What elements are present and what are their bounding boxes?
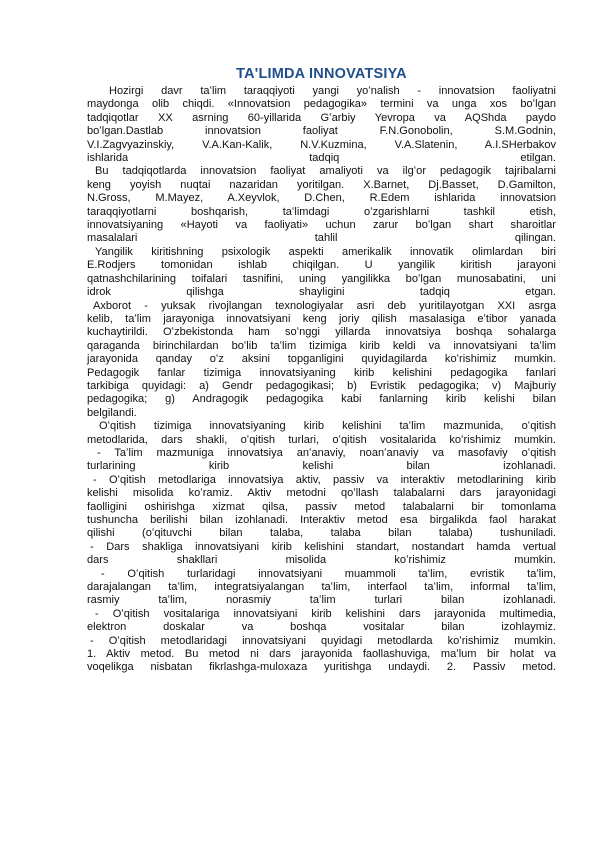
- text-line: tushuncha berilishi bilan izohlanadi. Interaktiv metod esa birgalikda faol harakat: [87, 514, 556, 526]
- text-line: Axborot - yuksak rivojlangan texnologiyalar asri deb yuritilayotgan XXI asrga: [93, 299, 556, 312]
- text-line: Oʻqitish tizimiga innovatsiyaning kirib kelishini taʻlim mazmunida, oʻqitish: [99, 420, 556, 433]
- text-line: kelishi misolida koʻramiz. Aktiv metodni qoʻllash talabalarni dars jarayonidagi: [87, 487, 556, 500]
- text-line: - Oʻqitish vositalariga innovatsiyani kirib kelishini dars jarayonida multimedia,: [95, 607, 556, 620]
- text-line: boʻlgan.Dastlab innovatsion faoliyat F.N.Gonobolin, S.M.Godnin,: [87, 125, 556, 138]
- text-line: turlarining kirib kelishi bilan izohlanadi.: [87, 460, 556, 473]
- text-line: 1. Aktiv metod. Bu metod ni dars jarayonida faollashuviga, maʻlum bir holat va: [87, 648, 556, 661]
- text-line: taraqqiyotlarni boshqarish, taʻlimdagi oʻzgarishlarni tashkil etish,: [87, 205, 556, 218]
- text-line: - Taʻlim mazmuniga innovatsiya anʻanaviy, noanʻanaviy va masofaviy oʻqitish: [97, 446, 556, 459]
- text-line: V.I.Zagvyazinskiy, V.A.Kan-Kalik, N.V.Kuzmina, V.A.Slatenin, A.I.SHerbakov: [87, 138, 556, 151]
- text-line: belgilandi.: [87, 406, 137, 419]
- text-line: jarayonida qanday oʻz aksini topganligini quyidagilarda koʻrishimiz mumkin.: [87, 353, 556, 366]
- text-line: kelib, taʻlim jarayoniga innovatsiyani keng joriy qilish masalasiga eʻtibor yanada: [87, 312, 556, 325]
- text-line: Bu tadqiqotlarda innovatsion faoliyat amaliyoti va ilgʻor pedagogik tajribalarni: [95, 165, 556, 178]
- text-line: elektron doskalar va boshqa vositalar bilan izohlaymiz.: [87, 621, 556, 634]
- text-line: - Oʻqitish metodlariga innovatsiya aktiv, passiv va interaktiv metodlarining kirib: [93, 473, 556, 486]
- text-line: kuchaytirildi. Oʻzbekistonda ham soʻnggi yillarda innovatsiya boshqa sohalarga: [87, 326, 556, 339]
- text-line: innovatsiyaning «Hayoti va faoliyati» uchun zarur boʻlgan shart sharoitlar: [87, 219, 556, 232]
- text-line: Hozirgi davr taʻlim taraqqiyoti yangi yoʻnalish - innovatsion faoliyatni: [109, 85, 556, 97]
- text-line: darajalangan taʻlim, integratsiyalangan taʻlim, interfaol taʻlim, informal taʻlim,: [87, 581, 556, 594]
- text-line: Yangilik kiritishning psixologik aspekti amerikalik innovatik olimlardan biri: [95, 245, 556, 258]
- text-line: - Dars shakliga innovatsiyani kirib kelishini standart, nostandart hamda vertual: [90, 540, 556, 553]
- text-line: qilishi (oʻqituvchi bilan talaba, talaba bilan talaba) tushuniladi.: [87, 527, 556, 540]
- text-line: qaraganda birinchilardan boʻlib taʻlim tizimiga kirib keldi va innovatsiyani taʻlim: [87, 339, 556, 352]
- text-line: metodlarida, dars shakli, oʻqitish turlari, oʻqitish vositalarida koʻrishimiz mumkin.: [87, 433, 556, 446]
- text-line: rasmiy taʻlim, norasmiy taʻlim turlari bilan izohlanadi.: [87, 594, 556, 607]
- text-line: faolligini oshirishga xizmat qilsa, passiv metod talabalarni bir tomonlama: [87, 500, 556, 513]
- text-line: - Oʻqitish turlaridagi innovatsiyani muammoli taʻlim, evristik taʻlim,: [101, 567, 556, 580]
- text-line: ishlarida tadqiq etilgan.: [87, 152, 556, 165]
- text-line: maydonga olib chiqdi. «Innovatsion pedagogika» termini va unga xos boʻlgan: [87, 98, 556, 111]
- text-line: qatnashchilarining toifalari tasnifini, uning yangilikka boʻlgan munosabatini, uni: [87, 272, 556, 285]
- text-line: Pedagogik fanlar tizimiga innovatsiyaning kirib kelishini pedagogika fanlari: [87, 366, 556, 379]
- document-page: [87, 66, 556, 675]
- text-line: tadqiqotlar XX asrning 60-yillarida Gʻarbiy Yevropa va AQShda paydo: [87, 111, 556, 124]
- text-line: masalalari tahlil qilingan.: [87, 232, 556, 245]
- text-line: - Oʻqitish metodlaridagi innovatsiyani quyidagi metodlarda koʻrishimiz mumkin.: [90, 634, 556, 647]
- text-line: voqelikga nisbatan fikrlashga-muloxaza yuritishga undaydi. 2. Passiv metod.: [87, 661, 556, 674]
- text-line: N.Gross, M.Mayez, A.Xeyvlok, D.Chen, R.Edem ishlarida innovatsion: [87, 192, 556, 205]
- document-title: TA'LIMDA INNOVATSIYA: [236, 66, 407, 82]
- text-line: pedagogika; g) Andragogik pedagogika kabi fanlarning kirib kelishi bilan: [87, 393, 556, 406]
- text-line: keng yoyish nuqtai nazaridan yoritilgan. X.Barnet, Dj.Basset, D.Gamilton,: [87, 178, 556, 191]
- text-line: dars shakllari misolida koʻrishimiz mumkin.: [87, 554, 556, 567]
- document-body: [87, 85, 556, 675]
- text-line: idrok qilishga shayligini tadqiq etgan.: [87, 286, 556, 299]
- text-line: tarkibiga quyidagi: a) Gendr pedagogikasi; b) Evristik pedagogika; v) Majburiy: [87, 379, 556, 392]
- text-line: E.Rodjers tomonidan ishlab chiqilgan. U yangilik kiritish jarayoni: [87, 259, 556, 272]
